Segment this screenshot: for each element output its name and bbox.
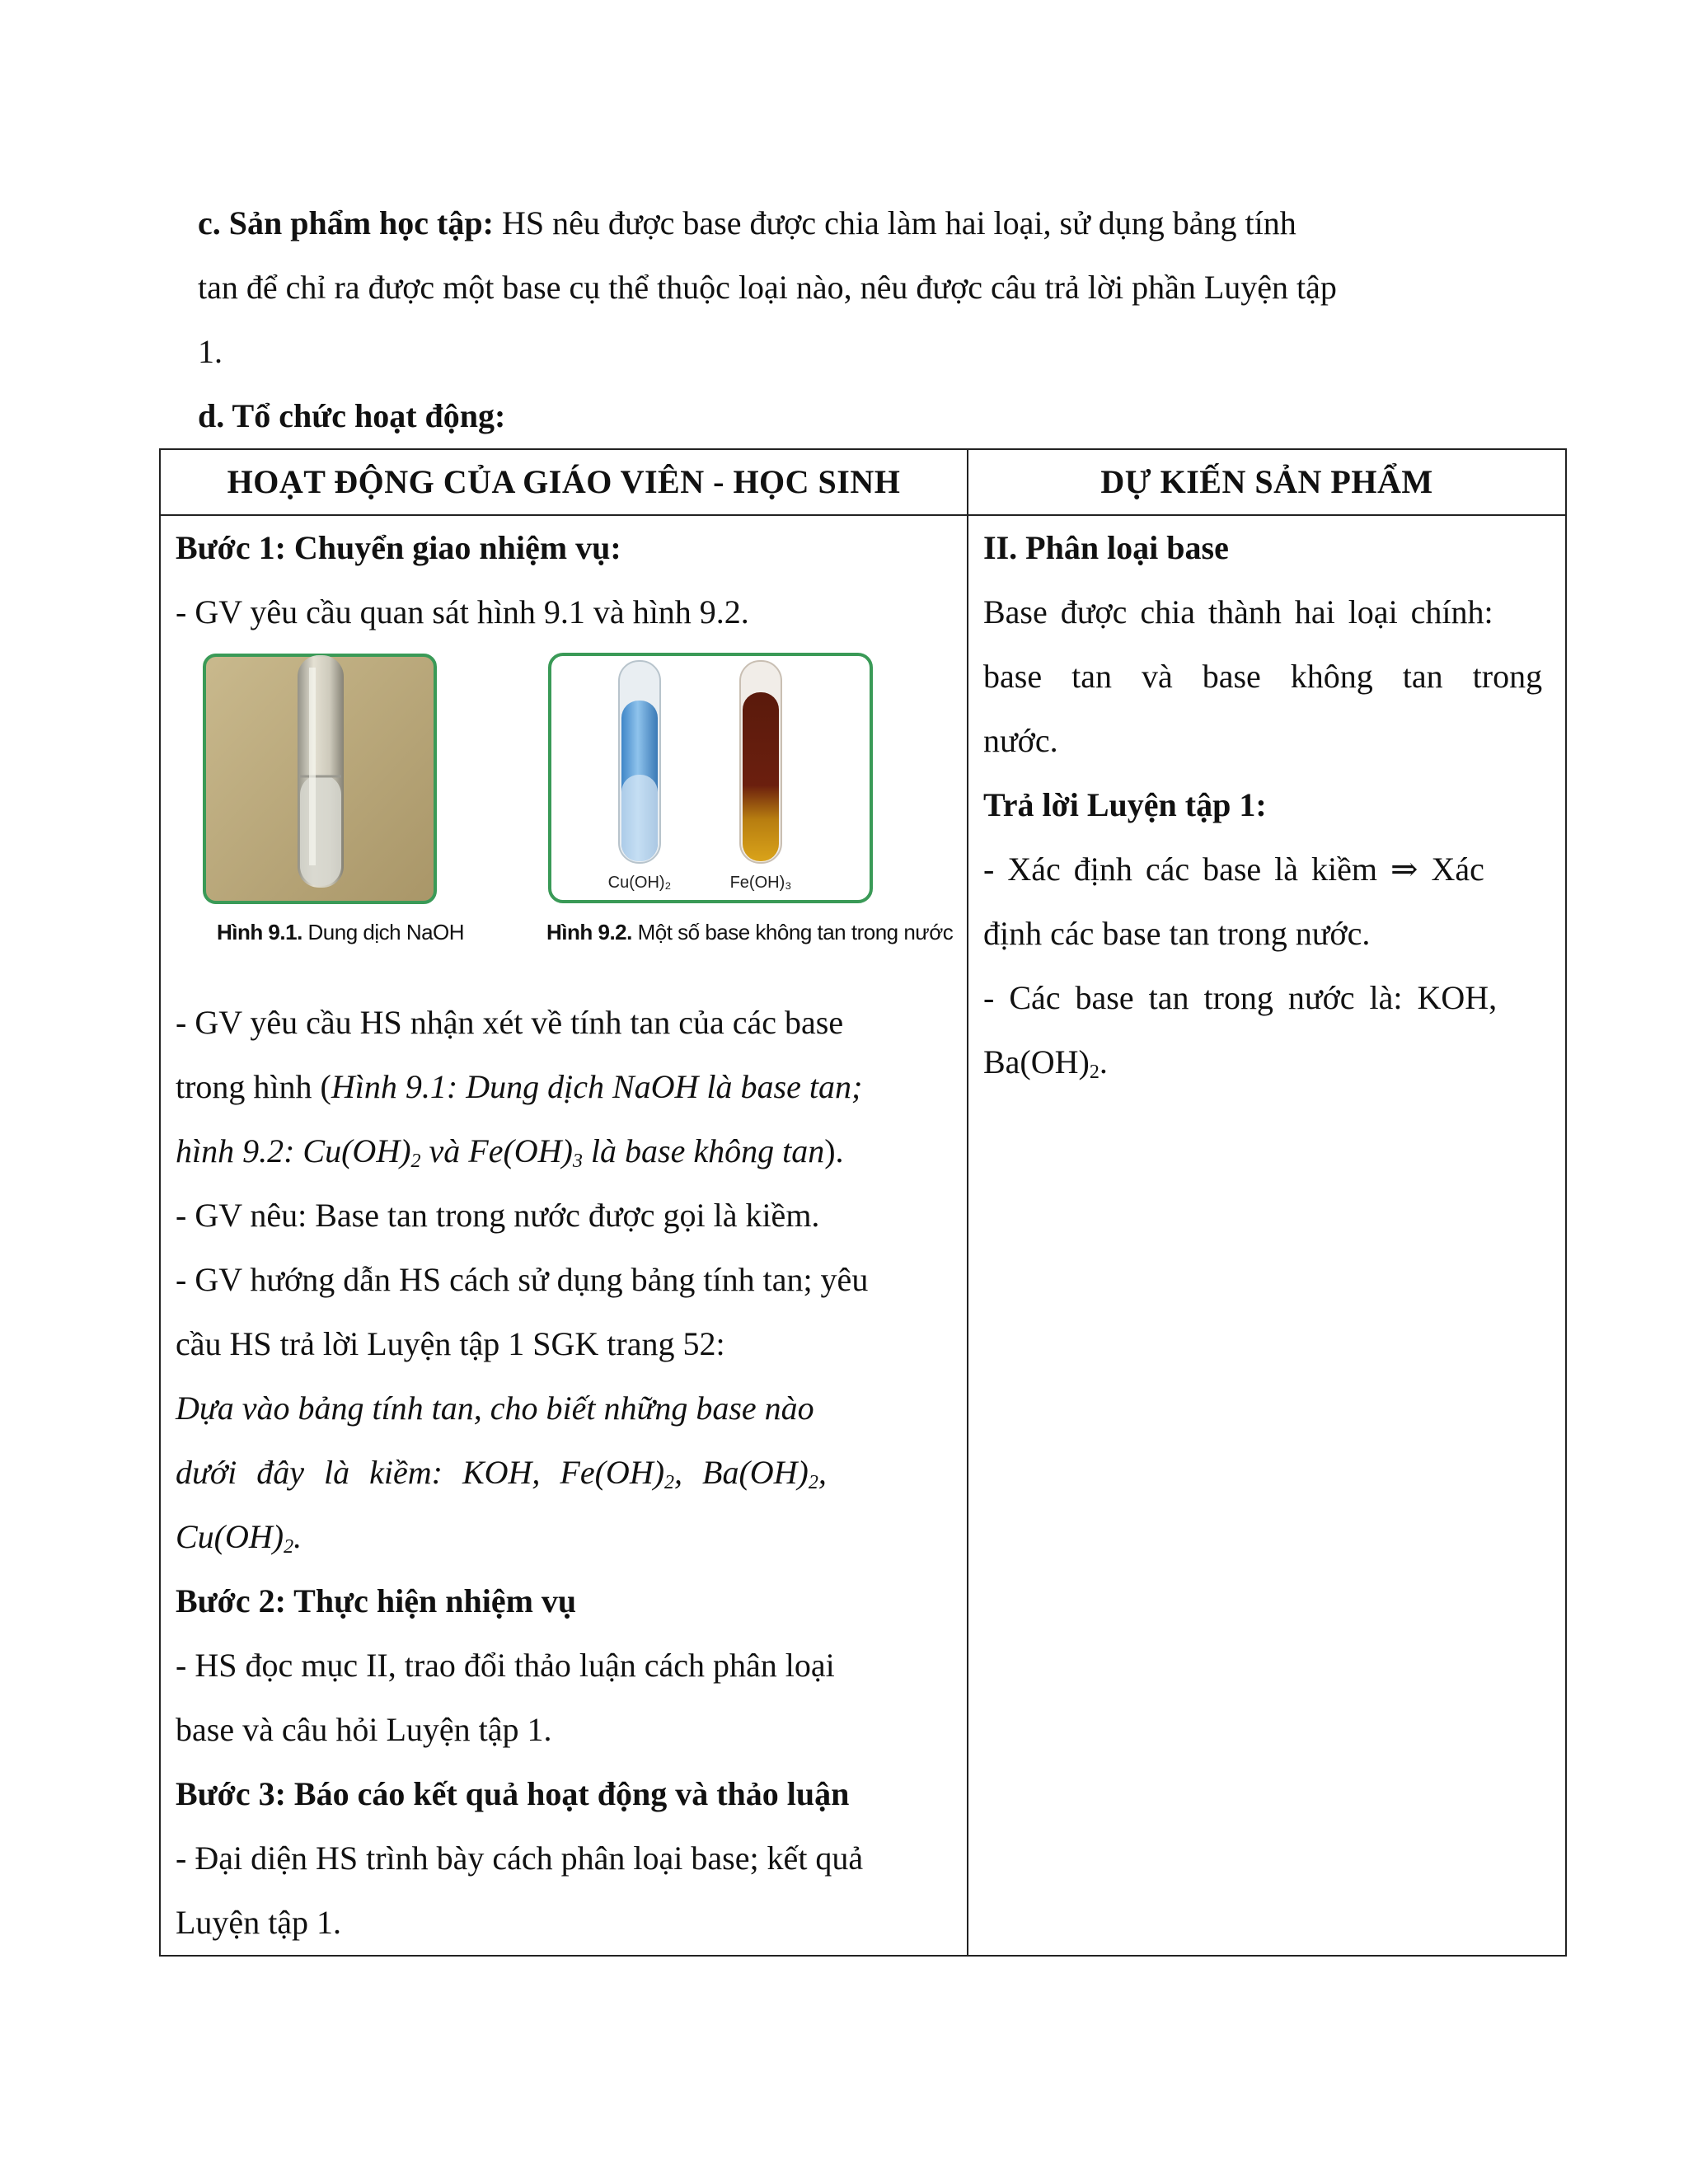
classification-line: base tan và base không tan trong	[983, 658, 1543, 695]
answer-title: Trả lời Luyện tập 1:	[983, 786, 1267, 823]
step3-line: Luyện tập 1.	[176, 1904, 342, 1941]
table-header-row	[160, 449, 1566, 515]
activity-table	[159, 448, 1567, 1957]
question-line: Dựa vào bảng tính tan, cho biết những base nào	[176, 1390, 814, 1427]
header-left: HOẠT ĐỘNG CỦA GIÁO VIÊN - HỌC SINH	[160, 449, 968, 515]
fe-oh-3-label: Fe(OH)₃	[729, 874, 792, 892]
step2-line: - HS đọc mục II, trao đổi thảo luận cách phân loại	[176, 1647, 835, 1684]
comment-line: trong hình (Hình 9.1: Dung dịch NaOH là base tan;	[176, 1068, 863, 1105]
organize-label: d. Tổ chức hoạt động:	[198, 397, 506, 434]
classification-line: nước.	[983, 722, 1058, 759]
left-cell	[160, 515, 968, 1956]
intro-line: 1.	[198, 333, 223, 370]
guide-line: - GV hướng dẫn HS cách sử dụng bảng tính tan; yêu	[176, 1261, 869, 1298]
comment-line: hình 9.2: $Cu(OH)_2$ và $Fe(OH)_3$ là base không tan).	[176, 1132, 844, 1172]
intro-line	[198, 191, 1484, 255]
insoluble-bases-image	[546, 651, 876, 907]
figure-9-2	[546, 651, 954, 945]
question-line: dưới đây là kiềm: KOH, $Fe(OH)_2$, $Ba(OH)_2$,	[176, 1454, 827, 1493]
answer-line: - Xác định các base là kiềm ⇒ Xác	[983, 851, 1484, 888]
figure-9-2-caption: Hình 9.2. Một số base không tan trong nước	[546, 920, 954, 944]
table-row	[160, 515, 1566, 1956]
intro-line: tan để chỉ ra được một base cụ thể thuộc loại nào, nêu được câu trả lời phần Luyện tập	[198, 269, 1337, 306]
cu-oh-2-label: Cu(OH)₂	[607, 874, 672, 892]
intro-text: HS nêu được base được chia làm hai loại, sử dụng bảng tính	[493, 204, 1296, 241]
step2-title: Bước 2: Thực hiện nhiệm vụ	[176, 1582, 577, 1619]
product-label: c. Sản phẩm học tập:	[198, 204, 494, 241]
figure-9-1	[200, 651, 481, 945]
intro-section	[198, 191, 1484, 448]
naoh-test-tube-image	[200, 651, 481, 907]
step2-line: base và câu hỏi Luyện tập 1.	[176, 1711, 552, 1748]
step3-title: Bước 3: Báo cáo kết quả hoạt động và thảo luận	[176, 1775, 850, 1812]
figure-9-1-caption: Hình 9.1. Dung dịch NaOH	[216, 920, 465, 944]
answer-line: - Các base tan trong nước là: KOH,	[983, 979, 1498, 1016]
classification-title: II. Phân loại base	[983, 529, 1229, 566]
answer-line: $Ba(OH)_2$.	[983, 1043, 1108, 1083]
step1-title: Bước 1: Chuyển giao nhiệm vụ:	[176, 529, 621, 566]
step3-line: - Đại diện HS trình bày cách phân loại base; kết quả	[176, 1840, 864, 1877]
step1-line: - GV yêu cầu quan sát hình 9.1 và hình 9.2.	[176, 593, 749, 630]
guide-line: cầu HS trả lời Luyện tập 1 SGK trang 52:	[176, 1325, 725, 1362]
figures	[176, 644, 952, 991]
right-cell	[968, 515, 1566, 1956]
alkali-line: - GV nêu: Base tan trong nước được gọi là kiềm.	[176, 1197, 820, 1234]
header-right: DỰ KIẾN SẢN PHẨM	[968, 449, 1566, 515]
question-line: $Cu(OH)_2$.	[176, 1518, 302, 1558]
answer-line: định các base tan trong nước.	[983, 915, 1371, 952]
classification-line: Base được chia thành hai loại chính:	[983, 593, 1493, 630]
comment-line: - GV yêu cầu HS nhận xét về tính tan của các base	[176, 1004, 844, 1041]
